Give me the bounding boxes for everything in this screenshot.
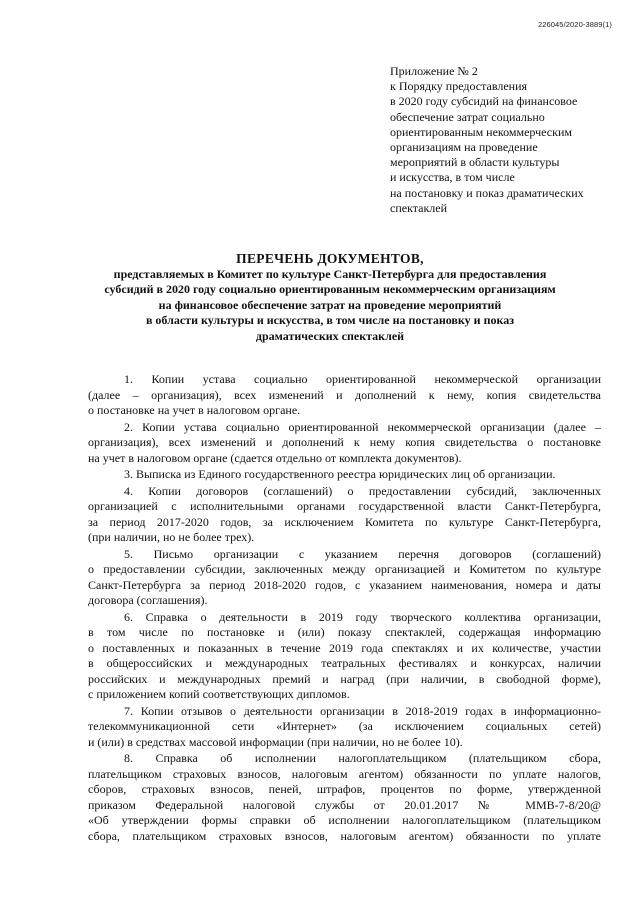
title-subtitle-line: на финансовое обеспечение затрат на проведение мероприятий — [158, 297, 502, 312]
list-item-7 — [88, 704, 601, 751]
text-line: организацией с исполнительными органами государственной власти Санкт-Петербурга, — [88, 499, 601, 513]
appendix-line: ориентированным некоммерческим — [390, 124, 572, 139]
list-item-6 — [88, 610, 601, 703]
text-line: (при наличии, но не более трех). — [88, 530, 255, 544]
text-line: приказом Федеральной налоговой службы от 20.01.2017 № ММВ-7-8/20@ — [88, 797, 601, 812]
text-line: договора (соглашения). — [88, 593, 208, 607]
appendix-line: мероприятий в области культуры — [390, 155, 560, 170]
text-line: о предоставлении субсидии, заключенных между организацией и Комитетом по культуре — [88, 562, 601, 576]
list-item-5 — [88, 547, 601, 609]
text-line: 2. Копии устава социально ориентированной некоммерческой организации (далее – — [124, 419, 601, 434]
text-line: 6. Справка о деятельности в 2019 году творческого коллектива организации, — [124, 609, 601, 624]
appendix-header — [390, 64, 630, 216]
title-subtitle-line: драматических спектаклей — [255, 328, 405, 343]
appendix-line: к Порядку предоставления — [390, 79, 528, 94]
appendix-line: и искусства, в том числе — [390, 170, 515, 185]
text-line: сборов, страховых взносов, пеней, штрафов, процентов по форме, утвержденной — [88, 782, 601, 796]
text-line: о поставленных и показанных в течение 2019 года спектаклях и их количестве, участии — [88, 640, 601, 655]
document-title — [60, 250, 600, 344]
list-item-2 — [88, 420, 601, 467]
title-subtitle-line: субсидий в 2020 году социально ориентированным некоммерческим организациям — [104, 282, 556, 297]
appendix-line: в 2020 году субсидий на финансовое — [390, 94, 578, 109]
text-line: 8. Справка об исполнении налогоплательщиком (плательщиком сбора, — [124, 751, 601, 765]
list-item-1 — [88, 372, 601, 419]
list-item-4 — [88, 484, 601, 546]
text-line: о постановке на учет в налоговом органе. — [88, 403, 301, 417]
text-line: 1. Копии устава социально ориентированной некоммерческой организации — [124, 372, 601, 386]
text-line: и (или) в средствах массовой информации (при наличии, но не более 10). — [88, 734, 463, 749]
title-subtitle — [60, 267, 600, 344]
text-line: российских и международных премий и наград (при наличии, в свободной форме), — [88, 671, 601, 686]
text-line: с приложением копий соответствующих дипломов. — [88, 687, 350, 701]
text-line: 7. Копии отзывов о деятельности организации в 2018-2019 годах в информационно- — [124, 703, 601, 718]
text-line: 3. Выписка из Единого государственного реестра юридических лиц об организации. — [124, 467, 556, 481]
title-subtitle-line: представляемых в Комитет по культуре Санкт-Петербурга для предоставления — [113, 267, 547, 281]
title-main: ПЕРЕЧЕНЬ ДОКУМЕНТОВ, — [236, 251, 424, 266]
text-line: телекоммуникационной сети «Интернет» (за исключением социальных сетей) — [88, 719, 601, 733]
text-line: за период 2017-2020 годов, за исключением Комитета по культуре Санкт-Петербурга, — [88, 514, 601, 529]
text-line: 5. Письмо организации с указанием перечня договоров (соглашений) — [124, 546, 601, 561]
appendix-line: организациям на проведение — [390, 140, 538, 155]
document-list — [88, 372, 601, 845]
list-item-8 — [88, 751, 601, 844]
text-line: Санкт-Петербурга за период 2018-2020 годов, с указанием наименования, номера и даты — [88, 577, 601, 592]
appendix-line: Приложение № 2 — [390, 64, 478, 78]
text-line: «Об утверждении формы справки об исполнении налогоплательщиком (плательщиком — [88, 813, 601, 827]
list-item-3 — [88, 467, 601, 483]
text-line: сбора, плательщиком страховых взносов, налоговым агентом) обязанности по уплате — [88, 828, 601, 843]
text-line: плательщиком страховых взносов, налоговым агентом) обязанности по уплате налогов, — [88, 766, 601, 781]
appendix-line: на постановку и показ драматических — [390, 185, 584, 200]
text-line: в том числе по постановке и (или) показу спектаклей, содержащая информацию — [88, 625, 601, 639]
text-line: организация), всех изменений и дополнений к нему копия свидетельства о постановке — [88, 435, 601, 449]
text-line: 4. Копии договоров (соглашений) о предоставлении субсидий, заключенных — [124, 483, 601, 498]
appendix-line: спектаклей — [390, 200, 448, 215]
text-line: в общероссийских и международных театральных фестивалях и конкурсах, наличии — [88, 656, 601, 670]
text-line: (далее – организация), всех изменений и дополнений к нему, копия свидетельства — [88, 387, 601, 402]
text-line: на учет в налоговом органе (сдается отдельно от комплекта документов). — [88, 450, 462, 465]
document-registration-number: 226045/2020-3889(1) — [537, 20, 612, 29]
title-subtitle-line: в области культуры и искусства, в том числе на постановку и показ — [145, 313, 515, 328]
appendix-line: обеспечение затрат социально — [390, 109, 545, 124]
